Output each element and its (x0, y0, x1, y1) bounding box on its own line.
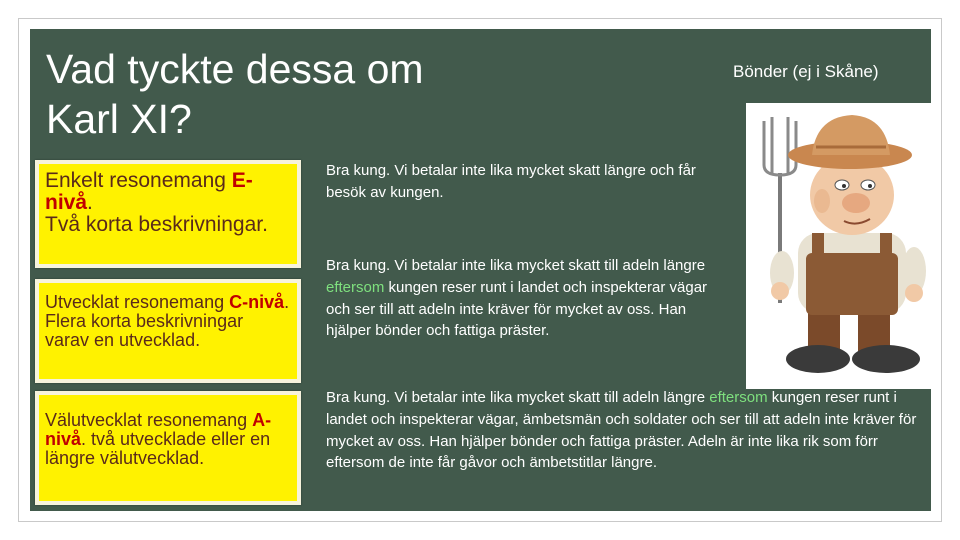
a-level-answer (326, 387, 921, 474)
c-level-answer (326, 255, 726, 342)
a-answer-start: Bra kung. Vi betalar inte lika mycket skatt till adeln längre (326, 389, 710, 406)
a-answer-keyword: eftersom (709, 389, 768, 406)
e-level-prefix: Enkelt resonemang (45, 169, 232, 192)
a-level-label: A-nivå (45, 410, 272, 449)
c-level-criteria-box (35, 279, 301, 383)
e-level-suffix: . (87, 191, 93, 215)
a-level-suffix: . två utvecklade eller en längre välutvecklad. (45, 428, 271, 468)
slide-title (46, 44, 486, 144)
a-answer-end: kungen reser runt i landet och inspekterar vägar, ämbetsmän och soldater och ser till att adeln inte kräver för mycket av oss. Han hjälper bönder och fattiga präster. Adeln är inte lika rik som förr eftersom de inte får gåvor och ämbetstitlar längre. (326, 389, 917, 472)
c-level-description: Flera korta beskrivningar varav en utvecklad. (45, 310, 244, 350)
farmer-icon (746, 103, 931, 389)
role-label: Bönder (ej i Skåne) (733, 62, 879, 81)
e-level-answer: Bra kung. Vi betalar inte lika mycket skatt längre och får besök av kungen. (326, 162, 696, 201)
c-answer-start: Bra kung. Vi betalar inte lika mycket skatt till adeln längre (326, 257, 706, 274)
c-answer-end: kungen reser runt i landet och inspekterar vägar och ser till att adeln inte kräver för mycket av oss. Han hjälper bönder och fattiga präster. (326, 278, 708, 340)
e-level-label: E-nivå (45, 169, 253, 215)
c-level-suffix: . (284, 292, 290, 312)
e-level-criteria-box (35, 160, 301, 268)
a-level-prefix: Välutvecklat resonemang (45, 410, 253, 430)
a-level-criteria-box (35, 391, 301, 505)
e-level-description: Två korta beskrivningar. (45, 213, 268, 237)
farmer-illustration (746, 103, 931, 389)
c-level-label: C-nivå (229, 292, 285, 312)
c-answer-keyword: eftersom (326, 278, 385, 296)
title-line-2: Karl XI? (46, 96, 192, 143)
c-level-prefix: Utvecklat resonemang (45, 292, 230, 312)
title-line-1: Vad tyckte dessa om (46, 46, 424, 92)
